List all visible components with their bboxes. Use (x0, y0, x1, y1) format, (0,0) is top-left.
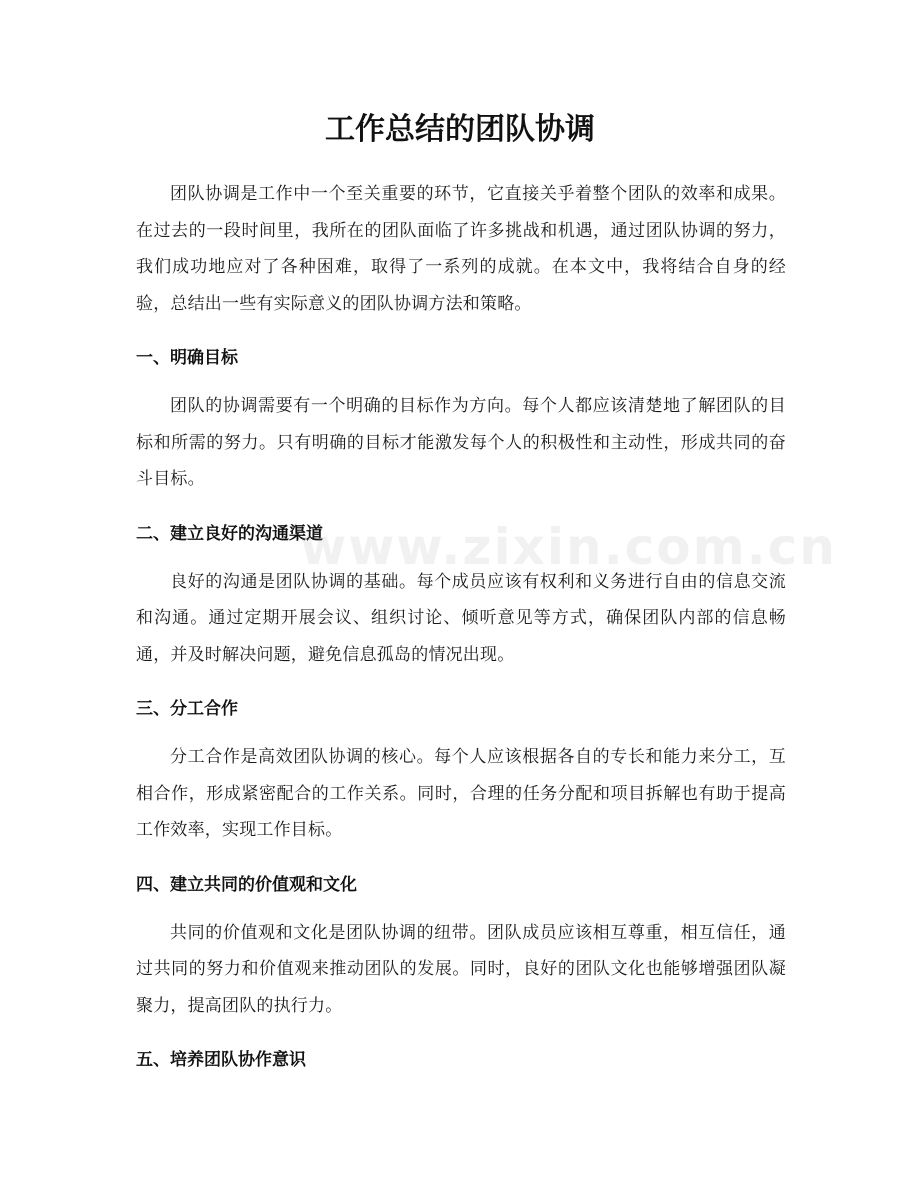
section-body-4: 共同的价值观和文化是团队协调的纽带。团队成员应该相互尊重，相互信任，通过共同的努力和价值观来推动团队的发展。同时，良好的团队文化也能够增强团队凝聚力，提高团队的执行力。 (136, 922, 786, 1016)
section-heading-4: 四、建立共同的价值观和文化 (136, 874, 357, 895)
section-heading-1: 一、明确目标 (136, 348, 238, 368)
section-heading-3: 三、分工合作 (136, 699, 238, 719)
intro-paragraph: 团队协调是工作中一个至关重要的环节，它直接关乎着整个团队的效率和成果。在过去的一段时间里，我所在的团队面临了许多挑战和机遇，通过团队协调的努力，我们成功地应对了各种困难，取得了一系列的成就。在本文中，我将结合自身的经验，总结出一些有实际意义的团队协调方法和策略。 (136, 184, 786, 314)
document-body (136, 176, 786, 1072)
watermark: www.zixin.com.cn (300, 518, 837, 576)
section-heading-5: 五、培养团队协作意识 (136, 1050, 306, 1070)
section-body-1: 团队的协调需要有一个明确的目标作为方向。每个人都应该清楚地了解团队的目标和所需的努力。只有明确的目标才能激发每个人的积极性和主动性，形成共同的奋斗目标。 (136, 396, 786, 489)
document-title: 工作总结的团队协调 (325, 112, 595, 147)
section-heading-2: 二、建立良好的沟通渠道 (136, 523, 323, 544)
section-body-3: 分工合作是高效团队协调的核心。每个人应该根据各自的专长和能力来分工，互相合作，形成紧密配合的工作关系。同时，合理的任务分配和项目拆解也有助于提高工作效率，实现工作目标。 (136, 747, 786, 840)
section-body-2: 良好的沟通是团队协调的基础。每个成员应该有权利和义务进行自由的信息交流和沟通。通过定期开展会议、组织讨论、倾听意见等方式，确保团队内部的信息畅通，并及时解决问题，避免信息孤岛的情况出现。 (136, 571, 786, 665)
